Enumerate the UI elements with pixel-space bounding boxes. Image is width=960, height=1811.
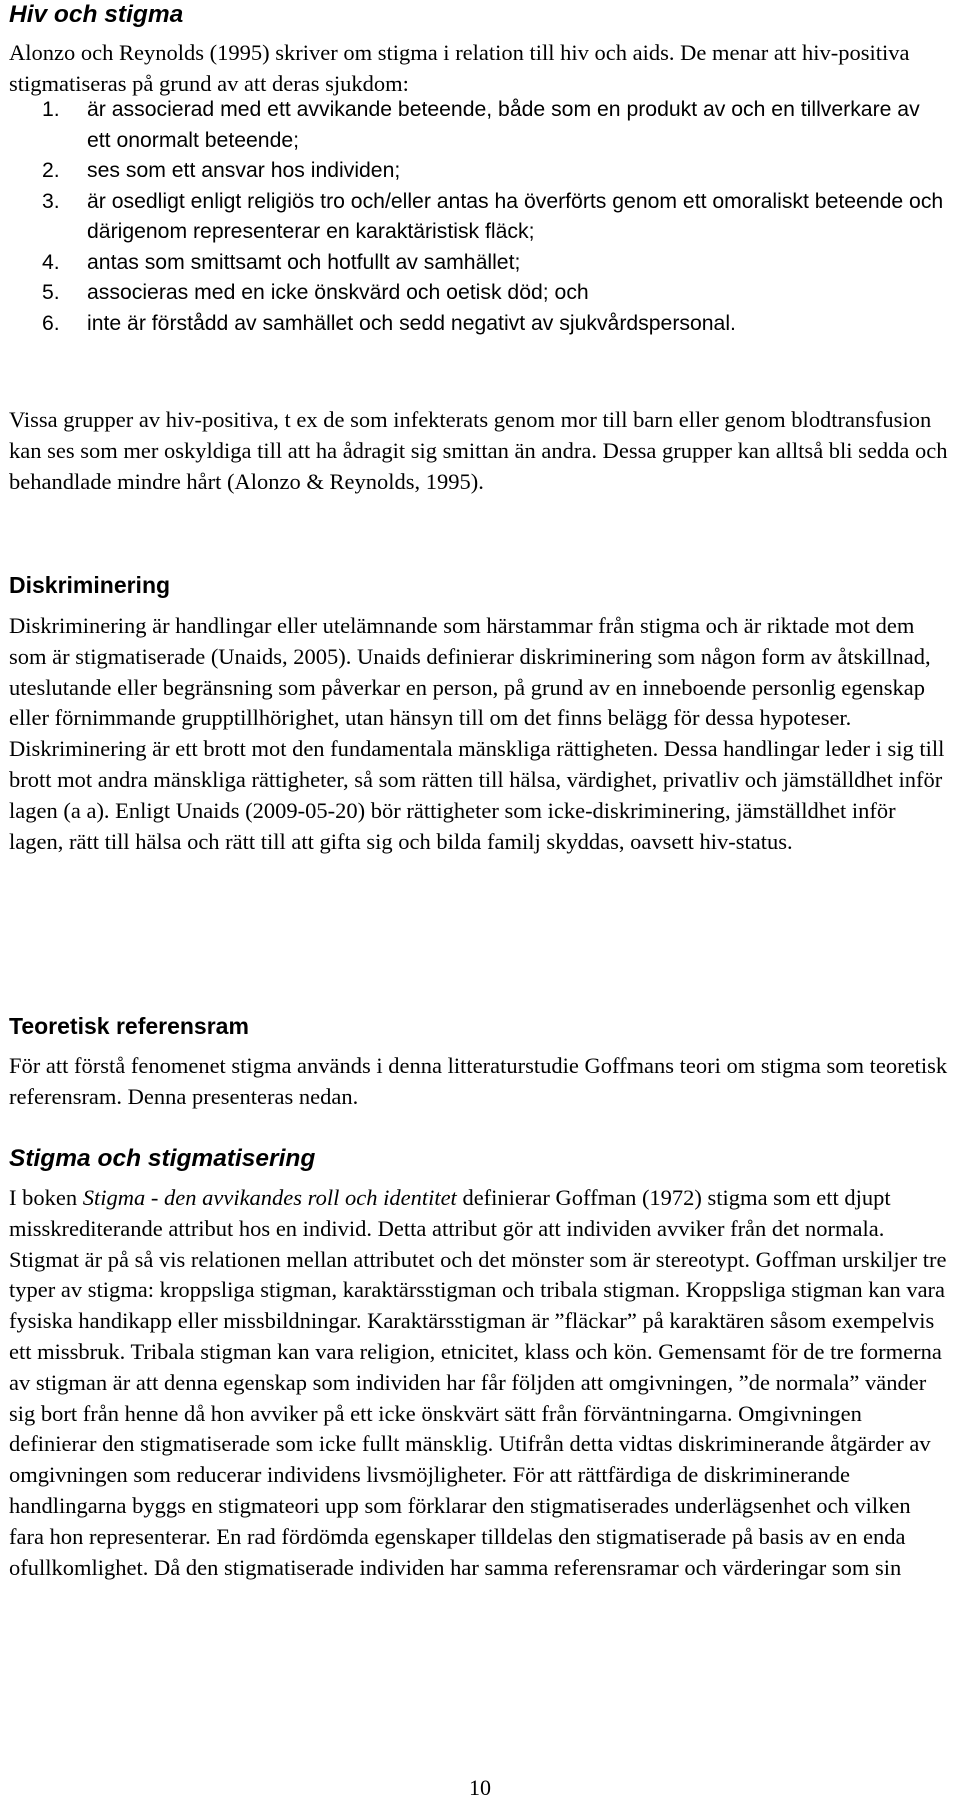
list-item (9, 248, 949, 279)
list-text: antas som smittsamt och hotfullt av samhället; (87, 250, 521, 274)
heading-hiv-och-stigma: Hiv och stigma (9, 1, 184, 28)
list-number: 3. (42, 189, 60, 213)
list-item (9, 187, 949, 248)
text-run: definierar Goffman (1972) stigma som ett djupt misskrediterande attribut hos en individ. Detta attribut gör att individen avviker från det normala. Stigmat är på så vis relationen mellan attributet och det mönster som är stereotypt. Goffman urskiljer tre typer av stigma: kroppsliga stigman, karaktärsstigman och tribala stigman. Kroppsliga stigman kan vara fysiska handikapp eller missbildningar. Karaktärsstigman är ”fläckar” på karaktären såsom exempelvis ett missbruk. Tribala stigman kan vara religion, etnicitet, klass och kön. Gemensamt för de tre formerna av stigman är att denna egenskap som individen har får följden att omgivningen, ”de normala” vänder sig bort från henne då hon avviker på ett icke önskvärt sätt från förväntningarna. Omgivningen definierar den stigmatiserade som icke fullt mänsklig. Utifrån detta vidtas diskriminerande åtgärder av omgivningen som reducerar individens livsmöjligheter. För att rättfärdiga de diskriminerande handlingarna byggs en stigmateori upp som förklarar den stigmatiserades underlägsenhet och vilken fara hon representerar. En rad fördömda egenskaper tilldelas den stigmatiserade på basis av en enda ofullkomlighet. Då den stigmatiserade individen har samma referensramar och värderingar som sin (9, 1185, 947, 1580)
stigma-list (9, 95, 949, 339)
paragraph-teoretisk: För att förstå fenomenet stigma används i denna litteraturstudie Goffmans teori om stigma som teoretisk referensram. Denna presenteras nedan. (9, 1053, 948, 1109)
book-title: Stigma - den avvikandes roll och identitet (82, 1185, 457, 1210)
list-text: associeras med en icke önskvärd och oetisk död; och (87, 281, 589, 304)
text-run: I boken (9, 1185, 83, 1210)
list-item (9, 309, 949, 340)
page-number: 10 (469, 1775, 491, 1800)
paragraph-diskriminering: Diskriminering är handlingar eller utelämnande som härstammar från stigma och är riktade mot dem som är stigmatiserade (Unaids, 2005). Unaids definierar diskriminering som någon form av åtskillnad, uteslutande eller begränsning som påverkar en person, på grund av en inneboende personlig egenskap eller förnimmande grupptillhörighet, utan hänsyn till om det finns belägg för dessa hypoteser. Diskriminering är ett brott mot den fundamentala mänskliga rättigheten. Dessa handlingar leder i sig till brott mot andra mänskliga rättigheter, så som rätten till hälsa, värdighet, privatliv och jämställdhet inför lagen (a a). Enligt Unaids (2009-05-20) bör rättigheter som icke-diskriminering, jämställdhet inför lagen, rätt till hälsa och rätt till att gifta sig och bilda familj skyddas, oavsett hiv-status. (9, 613, 945, 854)
list-item (9, 95, 949, 156)
list-number: 2. (42, 159, 60, 182)
paragraph-hiv-groups: Vissa grupper av hiv-positiva, t ex de som infekterats genom mor till barn eller genom blodtransfusion kan ses som mer oskyldiga till att ha ådragit sig smittan än andra. Dessa grupper kan alltså bli sedda och behandlade mindre hårt (Alonzo & Reynolds, 1995). (9, 407, 948, 494)
list-number: 4. (42, 250, 60, 274)
intro-paragraph: Alonzo och Reynolds (1995) skriver om stigma i relation till hiv och aids. De menar att hiv-positiva stigmatiseras på grund av att deras sjukdom: (9, 40, 910, 96)
heading-diskriminering: Diskriminering (9, 572, 171, 598)
heading-teoretisk-referensram: Teoretisk referensram (9, 1013, 249, 1039)
list-item (9, 278, 949, 309)
list-item (9, 156, 949, 187)
list-text: ses som ett ansvar hos individen; (87, 159, 401, 182)
list-text: inte är förstådd av samhället och sedd negativt av sjukvårdspersonal. (87, 311, 736, 335)
heading-stigma-och-stigmatisering: Stigma och stigmatisering (9, 1145, 316, 1172)
list-number: 1. (42, 98, 60, 121)
list-number: 5. (42, 281, 60, 304)
list-number: 6. (42, 311, 60, 335)
paragraph-stigmatisering (9, 1183, 949, 1583)
list-text: är associerad med ett avvikande beteende, både som en produkt av och en tillverkare av ett onormalt beteende; (87, 98, 920, 152)
list-text: är osedligt enligt religiös tro och/eller antas ha överförts genom ett omoraliskt beteende och därigenom representerar en karaktäristisk fläck; (87, 189, 944, 243)
